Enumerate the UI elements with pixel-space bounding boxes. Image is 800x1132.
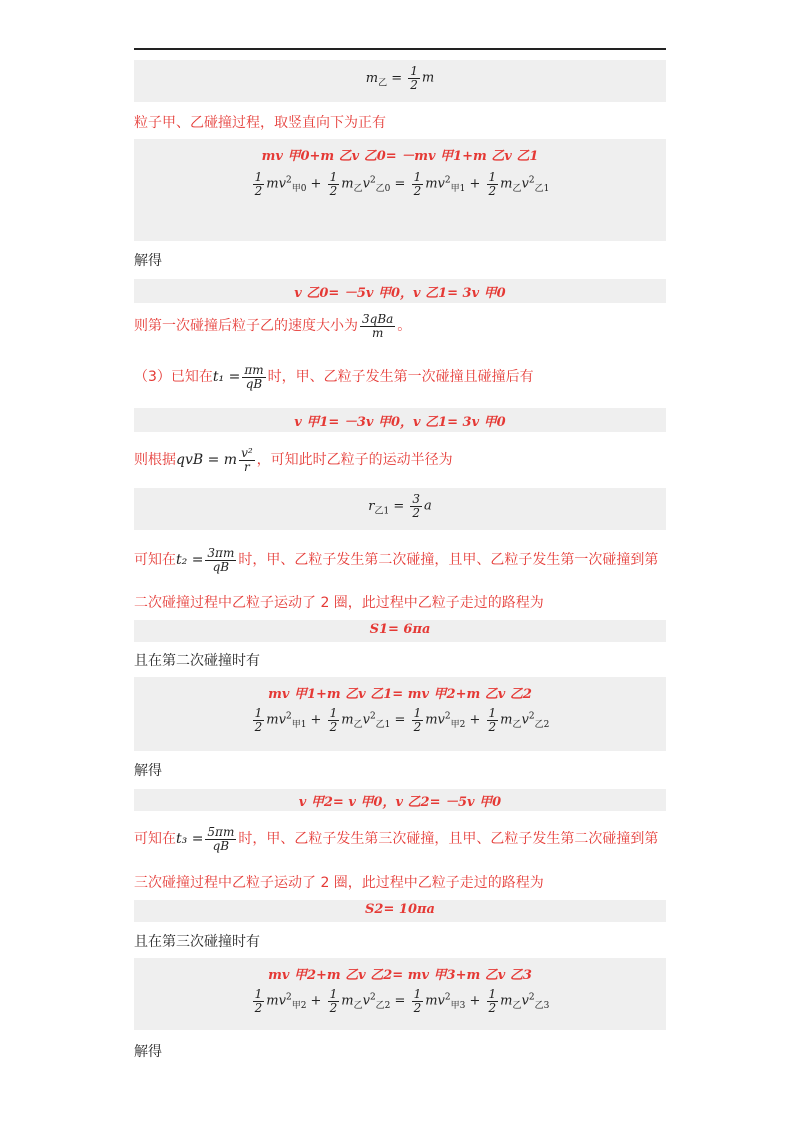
- part3-text: （3）已知在t₁ = $\frac{\pi m}{qB}$ 时，甲、乙粒子发生第一次碰撞且碰撞后有: [134, 362, 534, 391]
- equation-result-2: v 甲1= －3v 甲0，v 乙1= 3v 甲0: [294, 415, 506, 430]
- equation-box-collision-1: [134, 139, 666, 241]
- speed-text: 则第一次碰撞后粒子乙的速度大小为 $\frac{\text{3qBa}}{m}$ 。: [134, 311, 412, 340]
- equation-s1: S1= 6πa: [369, 622, 431, 637]
- t2-text-line2: 二次碰撞过程中乙粒子运动了 2 圈，此过程中乙粒子走过的路程为: [134, 595, 544, 611]
- third-collision-text: 且在第三次碰撞时有: [134, 934, 260, 950]
- equation-momentum-1: mv 甲0+m 乙v 乙0= －mv 甲1+m 乙v 乙1: [261, 149, 539, 164]
- equation-box-collision-3: [134, 958, 666, 1030]
- equation-momentum-2: mv 甲1+m 乙v 乙1= mv 甲2+m 乙v 乙2: [268, 687, 532, 702]
- solve-label-3: 解得: [134, 1044, 162, 1060]
- equation-box-s1: [134, 620, 666, 642]
- equation-momentum-3: mv 甲2+m 乙v 乙2= mv 甲3+m 乙v 乙3: [268, 968, 532, 983]
- equation-box-collision-2: [134, 677, 666, 751]
- equation-box-result-3: [134, 789, 666, 811]
- collision-setup-text: 粒子甲、乙碰撞过程，取竖直向下为正有: [134, 115, 386, 131]
- t2-text-line1: 可知在t₂ = $\frac{3\pi m}{qB}$ 时，甲、乙粒子发生第二次碰撞，且甲、乙粒子发生第一次碰撞到第: [134, 545, 659, 574]
- equation-result-1: v 乙0= －5v 甲0，v 乙1= 3v 甲0: [294, 286, 506, 301]
- t3-text-line2: 三次碰撞过程中乙粒子运动了 2 圈，此过程中乙粒子走过的路程为: [134, 875, 544, 891]
- equation-box-s2: [134, 900, 666, 922]
- equation-energy-3: $\frac{1}{2}$ $mv^2_{甲2}$ + $\frac{1}{2}$ $m_乙v^2_{乙2}$ = $\frac{1}{2}$ $mv^2_{甲3}$ + $\frac{1}{2}$ $m_乙v^2_{乙3}$: [254, 987, 550, 1015]
- solve-label-2: 解得: [134, 763, 162, 779]
- second-collision-text: 且在第二次碰撞时有: [134, 653, 260, 669]
- radius-text: 则根据qvB = m $\frac{\text{v²}}{r}$ ，可知此时乙粒子的运动半径为: [134, 445, 453, 474]
- t3-text-line1: 可知在t₃ = $\frac{5\pi m}{qB}$ 时，甲、乙粒子发生第三次碰撞，且甲、乙粒子发生第二次碰撞到第: [134, 824, 659, 853]
- header-rule: [134, 48, 666, 50]
- equation-s2: S2= 10πa: [365, 902, 435, 917]
- equation-box-mass: [134, 60, 666, 102]
- equation-result-3: v 甲2= v 甲0，v 乙2= －5v 甲0: [298, 795, 502, 810]
- equation-box-result-2: [134, 408, 666, 432]
- equation-energy-2: $\frac{1}{2}$ $mv^2_{甲1}$ + $\frac{1}{2}$ $m_乙v^2_{乙1}$ = $\frac{1}{2}$ $mv^2_{甲2}$ + $\frac{1}{2}$ $m_乙v^2_{乙2}$: [254, 706, 550, 734]
- equation-box-radius: [134, 488, 666, 530]
- equation-radius: $r_{乙1}$ = $\frac{3}{2}$ a: [368, 492, 432, 520]
- solve-label-1: 解得: [134, 253, 162, 269]
- equation-energy-1: $\frac{1}{2}$ $mv^2_{甲0}$ + $\frac{1}{2}$ $m_乙v^2_{乙0}$ = $\frac{1}{2}$ $mv^2_{甲1}$ + $\frac{1}{2}$ $m_乙v^2_{乙1}$: [254, 170, 550, 198]
- equation-mass: $m_乙$ = $\frac{1}{2}$ m: [365, 64, 435, 92]
- equation-box-result-1: [134, 279, 666, 303]
